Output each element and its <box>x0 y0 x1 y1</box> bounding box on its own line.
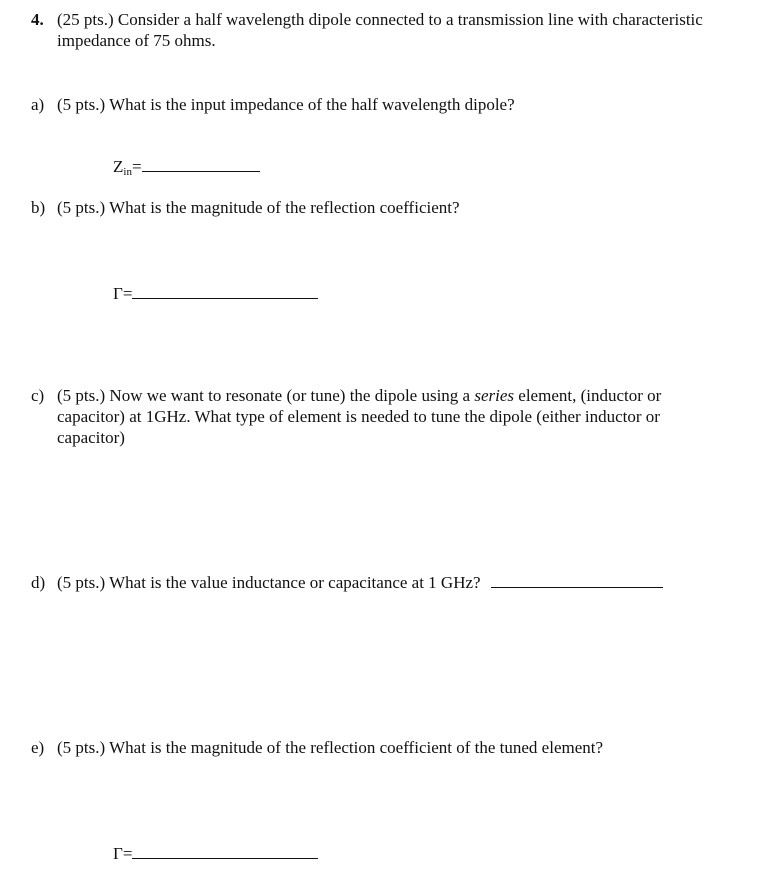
part-c-label: c) <box>31 386 45 405</box>
part-a-label: a) <box>31 95 45 114</box>
part-b-label: b) <box>31 198 46 217</box>
part-d-points: (5 pts.) <box>57 573 106 592</box>
part-c-italic: series <box>474 386 515 405</box>
part-a-answer-sub: in <box>123 166 132 178</box>
question-text <box>57 9 767 51</box>
part-e-text: What is the magnitude of the reflection coefficient of the tuned element? <box>109 738 604 757</box>
part-e-label: e) <box>31 738 45 757</box>
part-d-label: d) <box>31 573 46 592</box>
part-e-answer-blank[interactable] <box>132 843 318 859</box>
question-points: (25 pts.) <box>57 10 114 29</box>
part-e-answer-var: Γ= <box>113 844 133 863</box>
part-b-text: What is the magnitude of the reflection coefficient? <box>109 198 460 217</box>
part-c-question <box>57 385 767 448</box>
part-c-line3: capacitor) <box>57 428 125 447</box>
part-e-points: (5 pts.) <box>57 738 106 757</box>
part-d-question <box>57 572 663 593</box>
part-b-question <box>57 197 460 218</box>
question-text-line1: Consider a half wavelength dipole connected to a transmission line with characteristic <box>117 10 703 29</box>
part-c-points: (5 pts.) <box>57 386 106 405</box>
part-c-text-after: element, (inductor or <box>518 386 662 405</box>
part-c-line2: capacitor) at 1GHz. What type of element is needed to tune the dipole (either inductor or <box>57 407 660 426</box>
part-b-answer <box>113 283 318 304</box>
part-d-answer-blank[interactable] <box>491 572 663 588</box>
part-a-answer-var: Z <box>113 157 124 176</box>
part-b-points: (5 pts.) <box>57 198 106 217</box>
part-a-answer-blank[interactable] <box>142 156 260 172</box>
part-b-answer-var: Γ= <box>113 284 133 303</box>
part-e-answer <box>113 843 318 864</box>
question-header <box>31 9 44 30</box>
question-number: 4. <box>31 10 44 29</box>
question-text-line2: impedance of 75 ohms. <box>57 31 216 50</box>
part-b-answer-blank[interactable] <box>132 283 318 299</box>
part-a-text: What is the input impedance of the half wavelength dipole? <box>109 95 515 114</box>
part-d-text: What is the value inductance or capacitance at 1 GHz? <box>109 573 481 592</box>
part-a-answer-eq: = <box>131 157 142 176</box>
part-e-question <box>57 737 603 758</box>
part-c-text-before: Now we want to resonate (or tune) the dipole using a <box>109 386 471 405</box>
part-a-question <box>57 94 515 115</box>
part-a-points: (5 pts.) <box>57 95 106 114</box>
part-a-answer <box>113 156 260 180</box>
